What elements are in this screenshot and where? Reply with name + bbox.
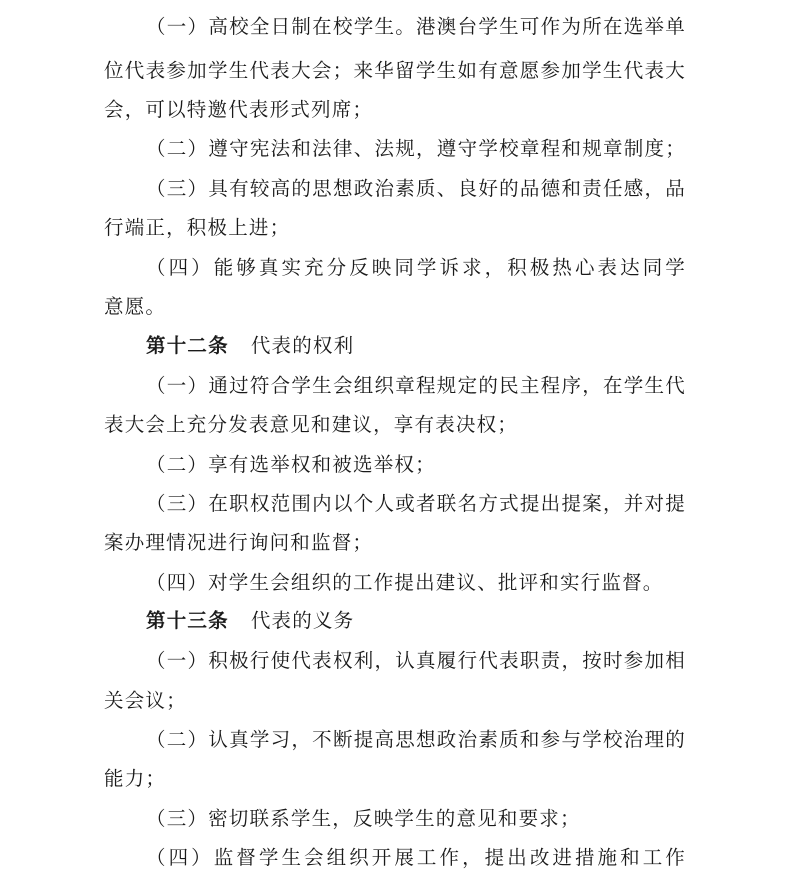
paragraph-line: （四）监督学生会组织开展工作，提出改进措施和工作 [146,846,686,869]
paragraph-line: （二）认真学习，不断提高思想政治素质和参与学校治理的 [146,728,686,751]
paragraph-line: 位代表参加学生代表大会；来华留学生如有意愿参加学生代表大 [104,59,686,82]
paragraph-line: （二）遵守宪法和法律、法规，遵守学校章程和规章制度； [146,137,686,160]
article-13-heading [146,606,354,636]
paragraph-line: 行端正，积极上进； [104,216,291,239]
paragraph-line: 会，可以特邀代表形式列席； [104,98,374,121]
article-title: 代表的义务 [250,609,355,632]
paragraph-line: （四）对学生会组织的工作提出建议、批评和实行监督。 [146,571,664,594]
paragraph-line: （三）密切联系学生，反映学生的意见和要求； [146,807,581,830]
paragraph-line: （一）通过符合学生会组织章程规定的民主程序，在学生代 [146,374,686,397]
article-title: 代表的权利 [250,334,355,357]
paragraph-line: 意愿。 [104,295,167,318]
article-12-heading [146,331,354,361]
paragraph-line: （一）积极行使代表权利，认真履行代表职责，按时参加相 [146,649,686,672]
paragraph-line: （二）享有选举权和被选举权； [146,453,436,476]
paragraph-line: （三）在职权范围内以个人或者联名方式提出提案，并对提 [146,492,686,515]
paragraph-line: （一）高校全日制在校学生。港澳台学生可作为所在选举单 [146,15,686,38]
paragraph-line: （四）能够真实充分反映同学诉求，积极热心表达同学 [146,256,686,279]
paragraph-line: （三）具有较高的思想政治素质、良好的品德和责任感，品 [146,177,686,200]
paragraph-line: 案办理情况进行询问和监督； [104,531,374,554]
article-number: 第十二条 [146,334,229,357]
paragraph-line: 表大会上充分发表意见和建议，享有表决权； [104,413,519,436]
paragraph-line: 关会议； [104,689,187,712]
article-number: 第十三条 [146,609,229,632]
paragraph-line: 能力； [104,767,167,790]
